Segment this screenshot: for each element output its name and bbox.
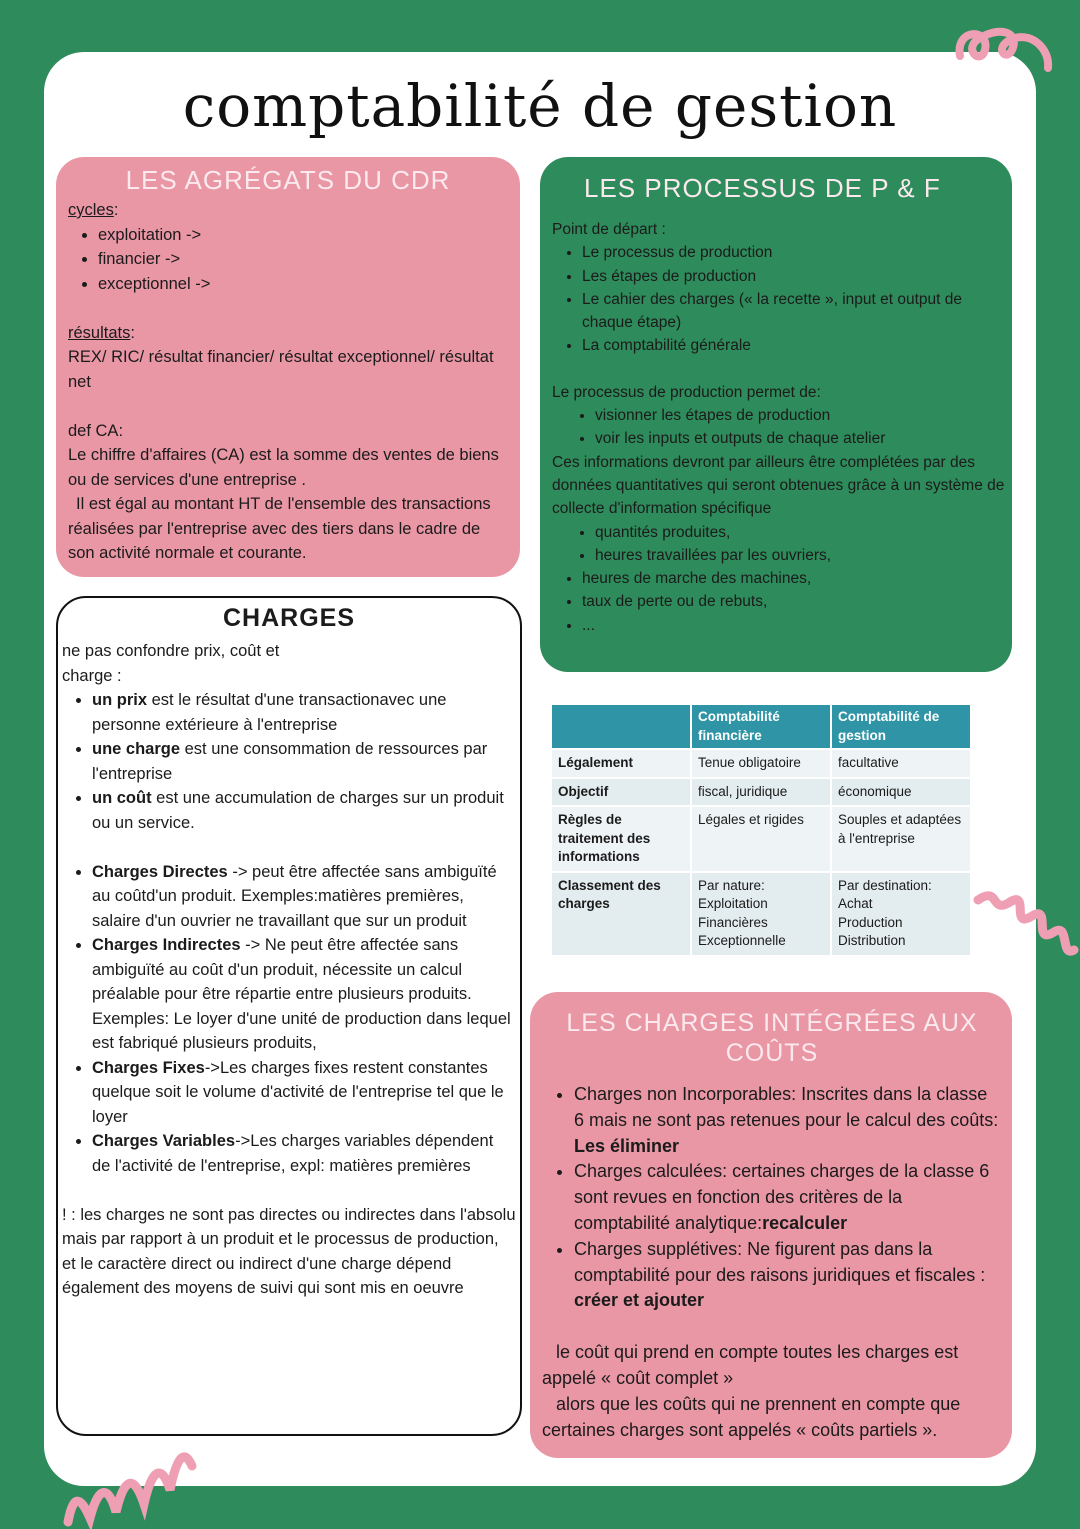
collect-list: [552, 521, 1008, 637]
charges-card: [56, 596, 522, 1436]
table-row: [552, 778, 970, 807]
processus-heading: LES PROCESSUS DE P & F: [584, 173, 941, 203]
table-header-row: [552, 705, 970, 749]
processus-card: [540, 157, 1012, 672]
cycles-list: [68, 223, 508, 297]
table-cell: Légalement: [552, 749, 691, 778]
table-cell: Légales et rigides: [691, 806, 831, 872]
list-item: • Charges Indirectes -> Ne peut être affectée sans ambiguïté au coût d'un produit, nécessite un calcul préalable pour être répartie entre plusieurs produits. Exemples: Le loyer d'une unité de production dans lequel est fabriqué plusieurs produits,: [92, 933, 516, 1056]
table-cell: économique: [831, 778, 970, 807]
list-item: • heures travaillées par les ouvriers,: [595, 544, 1008, 567]
table-cell: Souples et adaptées à l'entreprise: [831, 806, 970, 872]
list-item: • ...: [582, 614, 1008, 637]
table-row: [552, 749, 970, 778]
charges-defs-list: [62, 688, 516, 835]
table-row: [552, 872, 970, 955]
def-ca-text-2: Il est égal au montant HT de l'ensemble des transactions réalisées par l'entreprise avec des tiers dans le cadre de son activité normale et courante.: [68, 495, 491, 562]
depart-list: [552, 241, 1008, 357]
list-item: • Charges calculées: certaines charges de la classe 6 sont revues en fonction des critères de la comptabilité analytique:recalculer: [574, 1159, 1002, 1236]
list-item: • un coût est une accumulation de charges sur un produit ou un service.: [92, 786, 516, 835]
list-item: • un prix est le résultat d'une transactionavec une personne extérieure à l'entreprise: [92, 688, 516, 737]
resultats-text: REX/ RIC/ résultat financier/ résultat exceptionnel/ résultat net: [68, 348, 494, 391]
agregats-heading: LES AGRÉGATS DU CDR: [125, 165, 451, 195]
permet-label: Le processus de production permet de:: [552, 383, 821, 401]
list-item: • voir les inputs et outputs de chaque atelier: [595, 427, 1008, 450]
page-title: comptabilité de gestion: [182, 72, 898, 140]
swirl-doodle-top-right: [950, 18, 1060, 78]
agregats-card: LES AGRÉGATS DU CDR cycles: • exploitation -> • financier -> • exceptionnel -> résultats: REX/ RIC/ résultat financier/ résultat exceptionnel/ résultat net def CA: Le chiffre d'affaires (CA) est la somme des ventes de biens ou de services d'une entreprise . Il est égal au montant HT de l'ensemble des transactions réalisées par l'entreprise avec des tiers dans le cadre de son activité normale et courante.: [56, 157, 520, 577]
list-item: • Le cahier des charges (« la recette », input et output de chaque étape): [582, 288, 1008, 335]
list-item: • Les étapes de production: [582, 265, 1008, 288]
list-item: • quantités produites,: [595, 521, 1008, 544]
table-cell: facultative: [831, 749, 970, 778]
integrees-list: [542, 1082, 1002, 1314]
table-cell: Tenue obligatoire: [691, 749, 831, 778]
integrees-card: [530, 992, 1012, 1458]
charges-heading: CHARGES: [222, 604, 355, 632]
list-item: • La comptabilité générale: [582, 334, 1008, 357]
table-cell: Classement des charges: [552, 872, 691, 955]
list-item: • Charges supplétives: Ne figurent pas dans la comptabilité pour des raisons juridiques et fiscales : créer et ajouter: [574, 1237, 1002, 1314]
list-item: • exceptionnel ->: [98, 272, 508, 297]
list-item: • taux de perte ou de rebuts,: [582, 590, 1008, 613]
resultats-label: résultats: [68, 323, 131, 342]
charges-note: ! : les charges ne sont pas directes ou indirectes dans l'absolu mais par rapport à un produit et le processus de production, et le caractère direct ou indirect d'une charge dépend également des moyens de suivi qui sont mis en oeuvre: [62, 1205, 516, 1297]
table-header-cell: Comptabilité de gestion: [831, 705, 970, 749]
list-item: • Le processus de production: [582, 241, 1008, 264]
charges-intro: ne pas confondre prix, coût et charge :: [62, 642, 280, 685]
table-header-cell: [552, 705, 691, 749]
cycles-label: cycles: [68, 201, 114, 219]
table-cell: fiscal, juridique: [691, 778, 831, 807]
integrees-heading: LES CHARGES INTÉGRÉES AUX COÛTS: [566, 1009, 978, 1067]
zigzag-doodle-bottom-left: [60, 1430, 200, 1529]
table-cell: Par nature: Exploitation Financières Exceptionnelle: [691, 872, 831, 955]
def-ca-text-1: Le chiffre d'affaires (CA) est la somme des ventes de biens ou de services d'une entreprise .: [68, 446, 499, 489]
closing-text-2: alors que les coûts qui ne prennent en compte que certaines charges sont appelés « coûts partiels ».: [542, 1393, 961, 1440]
info-text: Ces informations devront par ailleurs être complétées par des données quantitatives qui seront obtenues grâce à un système de collecte d'information spécifique: [552, 453, 1005, 518]
table-header-cell: Comptabilité financière: [691, 705, 831, 749]
list-item: • Charges Variables->Les charges variables dépendent de l'activité de l'entreprise, expl: matières premières: [92, 1129, 516, 1178]
list-item: • Charges non Incorporables: Inscrites dans la classe 6 mais ne sont pas retenues pour le calcul des coûts: Les éliminer: [574, 1082, 1002, 1159]
list-item: • Charges Fixes->Les charges fixes restent constantes quelque soit le volume d'activité de l'entreprise tel que le loyer: [92, 1056, 516, 1130]
closing-text-1: le coût qui prend en compte toutes les charges est appelé « coût complet »: [542, 1342, 959, 1388]
zigzag-doodle-right: [970, 880, 1080, 980]
list-item: • visionner les étapes de production: [595, 404, 1008, 427]
list-item: • Charges Directes -> peut être affectée sans ambiguïté au coûtd'un produit. Exemples:matières premières, salaire d'un ouvrier ne travaillant que sur un produit: [92, 860, 516, 934]
list-item: • financier ->: [98, 247, 508, 272]
list-item: • heures de marche des machines,: [582, 567, 1008, 590]
list-item: • une charge est une consommation de ressources par l'entreprise: [92, 737, 516, 786]
comparison-table: [552, 705, 970, 955]
charges-types-list: [62, 860, 516, 1179]
table-cell: Objectif: [552, 778, 691, 807]
table-cell: Règles de traitement des informations: [552, 806, 691, 872]
def-ca-label: def CA:: [68, 421, 124, 440]
permet-list: [552, 404, 1008, 451]
table-cell: Par destination: Achat Production Distribution: [831, 872, 970, 955]
list-item: • exploitation ->: [98, 223, 508, 248]
depart-label: Point de départ :: [552, 221, 666, 238]
table-row: [552, 806, 970, 872]
